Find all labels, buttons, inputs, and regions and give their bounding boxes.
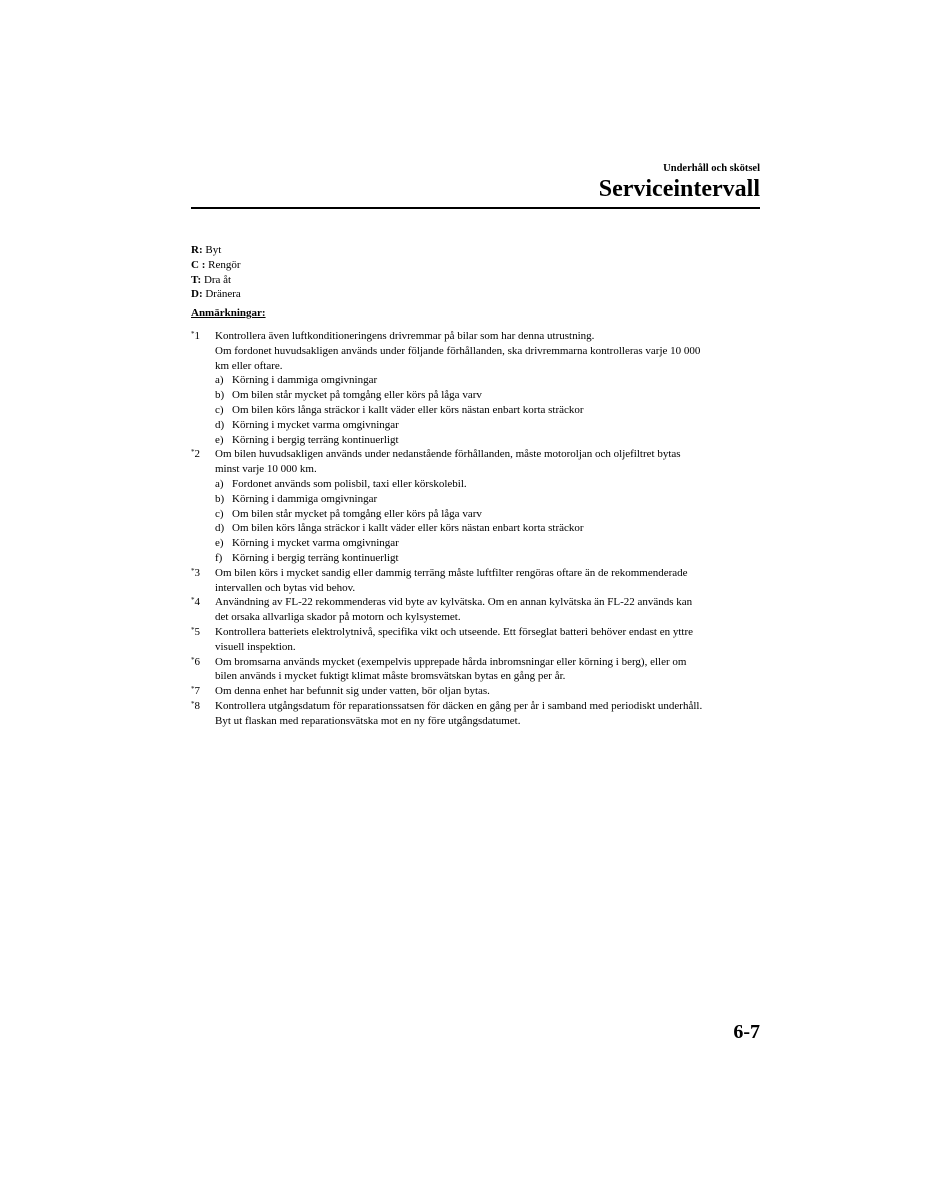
legend-key: R: [191,244,203,256]
subitem-letter: a) [215,477,224,490]
subitem-text: Körning i dammiga omgivningar [232,492,378,505]
note-subitem [215,521,760,536]
subitem-letter: d) [215,418,225,431]
note-text-line: Om fordonet huvudsakligen används under följande förhållanden, ska drivremmarna kontrolleras varje 10 000 [215,344,701,357]
note-subitem [215,492,760,507]
subitem-letter: d) [215,522,225,535]
note-text-line: Kontrollera batteriets elektrolytnivå, specifika vikt och utseende. Ett förseglat batteri behöver endast en yttre [215,625,694,638]
note-item [191,655,760,685]
subitem-letter: e) [215,537,224,550]
note-number: 4 [194,596,200,609]
legend-key: D: [191,288,203,301]
legend-item [191,258,760,273]
note-text-line: det orsaka allvarliga skador på motorn och kylsystemet. [215,611,461,624]
note-text-line: km eller oftare. [215,359,283,372]
subitem-text: Körning i mycket varma omgivningar [232,537,399,550]
note-marker [191,655,200,670]
note-text-line: Kontrollera utgångsdatum för reparationssatsen för däcken en gång per år i samband med periodiskt underhåll. [215,699,703,712]
legend-value: Dra åt [203,273,232,286]
page-title: Serviceintervall [598,176,760,202]
subitem-text: Om bilen står mycket på tomgång eller körs på låga varv [232,389,482,402]
note-marker [191,566,200,581]
note-subitem [215,418,760,433]
note-subitem [215,536,760,551]
note-subitem [215,403,760,418]
note-asterisk: * [191,685,195,694]
subitem-text: Om bilen körs långa sträckor i kallt väder eller körs nästan enbart korta sträckor [232,403,584,416]
note-subitem [215,433,760,448]
note-item [191,625,760,655]
subitem-text: Om bilen står mycket på tomgång eller körs på låga varv [232,507,482,520]
note-text-line: intervallen och bytas vid behov. [215,581,356,594]
note-number: 6 [194,655,200,668]
note-text-line: Om bilen körs i mycket sandig eller dammig terräng måste luftfilter rengöras oftare än de rekommenderade [215,566,688,579]
legend-value: Dränera [205,288,241,301]
note-item [191,566,760,596]
note-text-line: Kontrollera även luftkonditioneringens drivremmar på bilar som har denna utrustning. [215,329,595,342]
notes-heading: Anmärkningar: [191,307,266,320]
note-asterisk: * [191,699,195,708]
note-number: 7 [194,685,200,698]
note-number: 2 [194,448,200,461]
legend-value: Byt [205,244,222,256]
notes-list [191,329,760,729]
note-asterisk: * [191,655,195,664]
note-asterisk: * [191,448,195,457]
subitem-text: Körning i dammiga omgivningar [232,374,378,387]
header-divider [191,207,760,209]
note-item [191,684,760,699]
subitem-letter: e) [215,433,224,446]
note-asterisk: * [191,625,195,634]
note-item [191,329,760,447]
subitem-letter: b) [215,389,225,402]
note-text-line: bilen används i mycket fuktigt klimat måste bromsvätskan bytas en gång per år. [215,670,566,683]
note-text-line: visuell inspektion. [215,640,296,653]
note-subitem [215,388,760,403]
note-item [191,447,760,565]
note-text-line: Om bilen huvudsakligen används under nedanstående förhållanden, måste motoroljan och oljefiltret bytas [215,448,681,461]
note-number: 8 [194,699,200,712]
note-marker [191,595,200,610]
legend-value: Rengör [208,258,241,271]
section-header: Underhåll och skötsel [663,163,760,174]
subitem-text: Fordonet används som polisbil, taxi eller körskolebil. [232,477,467,490]
legend-key: C : [191,258,206,271]
subitem-letter: c) [215,507,224,520]
legend-item [191,287,760,302]
note-number: 5 [194,625,200,638]
note-marker [191,684,200,699]
subitem-letter: c) [215,403,224,416]
note-text-line: Om bromsarna används mycket (exempelvis upprepade hårda inbromsningar eller körning i berg), eller om [215,655,687,668]
note-marker [191,447,200,462]
subitem-text: Om bilen körs långa sträckor i kallt väder eller körs nästan enbart korta sträckor [232,522,584,535]
note-marker [191,329,200,344]
legend-item [191,273,760,288]
subitem-letter: f) [215,551,223,564]
note-text-line: Om denna enhet har befunnit sig under vatten, bör oljan bytas. [215,685,490,698]
note-number: 3 [194,566,200,579]
legend [191,243,760,302]
note-asterisk: * [191,596,195,605]
page-content [191,243,760,729]
subitem-letter: a) [215,374,224,387]
note-subitem [215,551,760,566]
note-item [191,595,760,625]
note-text-line: minst varje 10 000 km. [215,463,317,476]
note-marker [191,625,200,640]
subitem-text: Körning i mycket varma omgivningar [232,418,399,431]
note-text-line: Användning av FL-22 rekommenderas vid byte av kylvätska. Om en annan kylvätska än FL-22 används kan [215,596,693,609]
note-asterisk: * [191,566,195,575]
legend-item [191,243,760,258]
note-text-line: Byt ut flaskan med reparationsvätska mot en ny före utgångsdatumet. [215,714,521,727]
subitem-letter: b) [215,492,225,505]
note-subitem [215,507,760,522]
page-number: 6-7 [733,1021,760,1043]
note-marker [191,699,200,714]
legend-key: T: [191,273,202,286]
subitem-text: Körning i bergig terräng kontinuerligt [232,433,399,446]
note-asterisk: * [191,329,195,338]
note-item [191,699,760,729]
note-subitem [215,477,760,492]
note-subitem [215,373,760,388]
note-number: 1 [194,329,200,342]
subitem-text: Körning i bergig terräng kontinuerligt [232,551,399,564]
